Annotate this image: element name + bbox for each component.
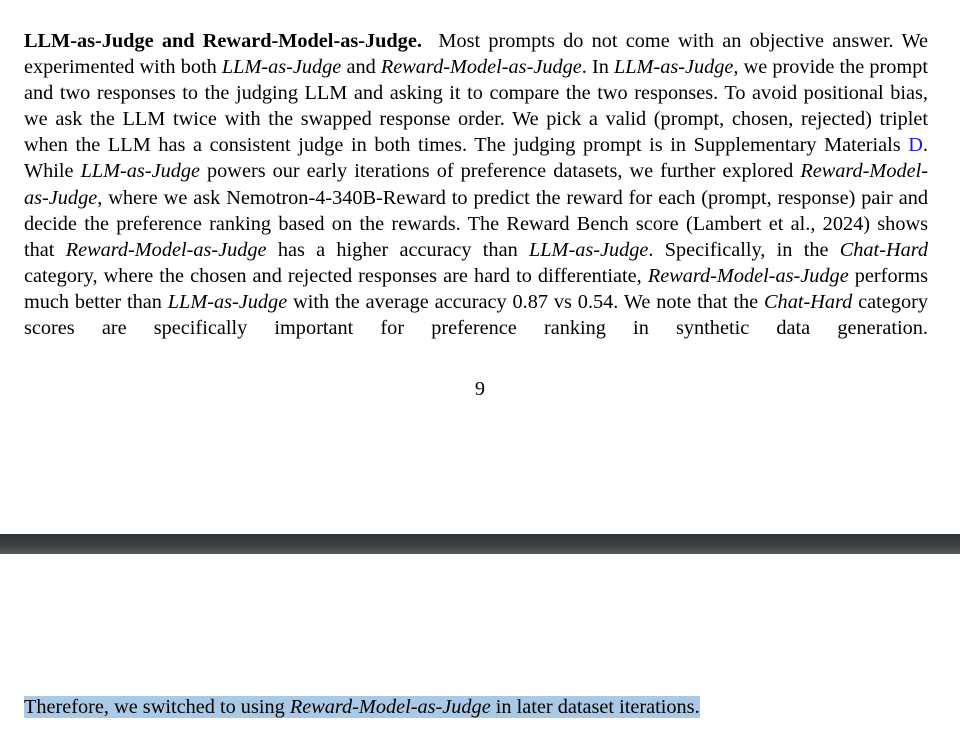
term-chat-hard: Chat-Hard bbox=[764, 290, 853, 313]
text-run: category scores are specifically important for preference ranking in synthetic data generation. bbox=[24, 290, 928, 340]
term-llm-as-judge: LLM-as-Judge bbox=[167, 290, 288, 313]
text-run: powers our early iterations of preference datasets, we further explored bbox=[200, 160, 801, 183]
text-run: . In bbox=[581, 56, 614, 79]
appendix-link[interactable]: D bbox=[908, 134, 923, 157]
paragraph-heading: LLM-as-Judge and Reward-Model-as-Judge. bbox=[24, 30, 422, 52]
term-llm-as-judge: LLM-as-Judge bbox=[529, 238, 649, 261]
text-run: , where we ask Nemotron-4-340B-Reward to predict the reward for each (prompt, response) pair and decide the preference ranking based on the rewards. The Reward Bench score (Lambert et al., 2024) shows that bbox=[24, 186, 928, 261]
selected-text-line[interactable] bbox=[24, 694, 700, 720]
term-reward-model-as-judge[interactable]: Reward-Model-as-Judge bbox=[289, 696, 491, 718]
term-chat-hard: Chat-Hard bbox=[839, 238, 929, 261]
text-run: with the average accuracy 0.87 vs 0.54. We note that the bbox=[287, 290, 765, 313]
term-llm-as-judge: LLM-as-Judge bbox=[80, 160, 200, 183]
selected-text-run[interactable]: in later dataset iterations. bbox=[490, 696, 700, 718]
page-number: 9 bbox=[474, 378, 486, 400]
text-run: has a higher accuracy than bbox=[266, 238, 529, 261]
text-run: . While bbox=[24, 134, 928, 183]
body-paragraph bbox=[24, 28, 928, 341]
text-run: performs much better than bbox=[24, 264, 929, 313]
selected-text-run[interactable]: Therefore, we switched to using bbox=[24, 696, 290, 718]
term-llm-as-judge: LLM-as-Judge bbox=[221, 56, 342, 79]
term-llm-as-judge: LLM-as-Judge bbox=[613, 56, 734, 79]
text-run: and bbox=[341, 56, 381, 79]
text-run: , we provide the prompt and two responses to the judging LLM and asking it to compare the two responses. To avoid positional bias, we ask the LLM twice with the swapped response order. We pick a valid (prompt, chosen, rejected) triplet when the LLM has a consistent judge in both times. The judging prompt is in Supplementary Materials bbox=[24, 56, 928, 157]
page-break-divider bbox=[0, 534, 960, 554]
term-reward-model-as-judge: Reward-Model-as-Judge bbox=[65, 238, 267, 261]
term-reward-model-as-judge: Reward-Model-as-Judge bbox=[24, 160, 929, 209]
term-reward-model-as-judge: Reward-Model-as-Judge bbox=[380, 56, 582, 79]
text-run: category, where the chosen and rejected responses are hard to differentiate, bbox=[24, 264, 648, 287]
text-run: Most prompts do not come with an objective answer. We experimented with both bbox=[24, 30, 928, 79]
text-run: . Specifically, in the bbox=[648, 238, 840, 261]
term-reward-model-as-judge: Reward-Model-as-Judge bbox=[647, 264, 849, 287]
